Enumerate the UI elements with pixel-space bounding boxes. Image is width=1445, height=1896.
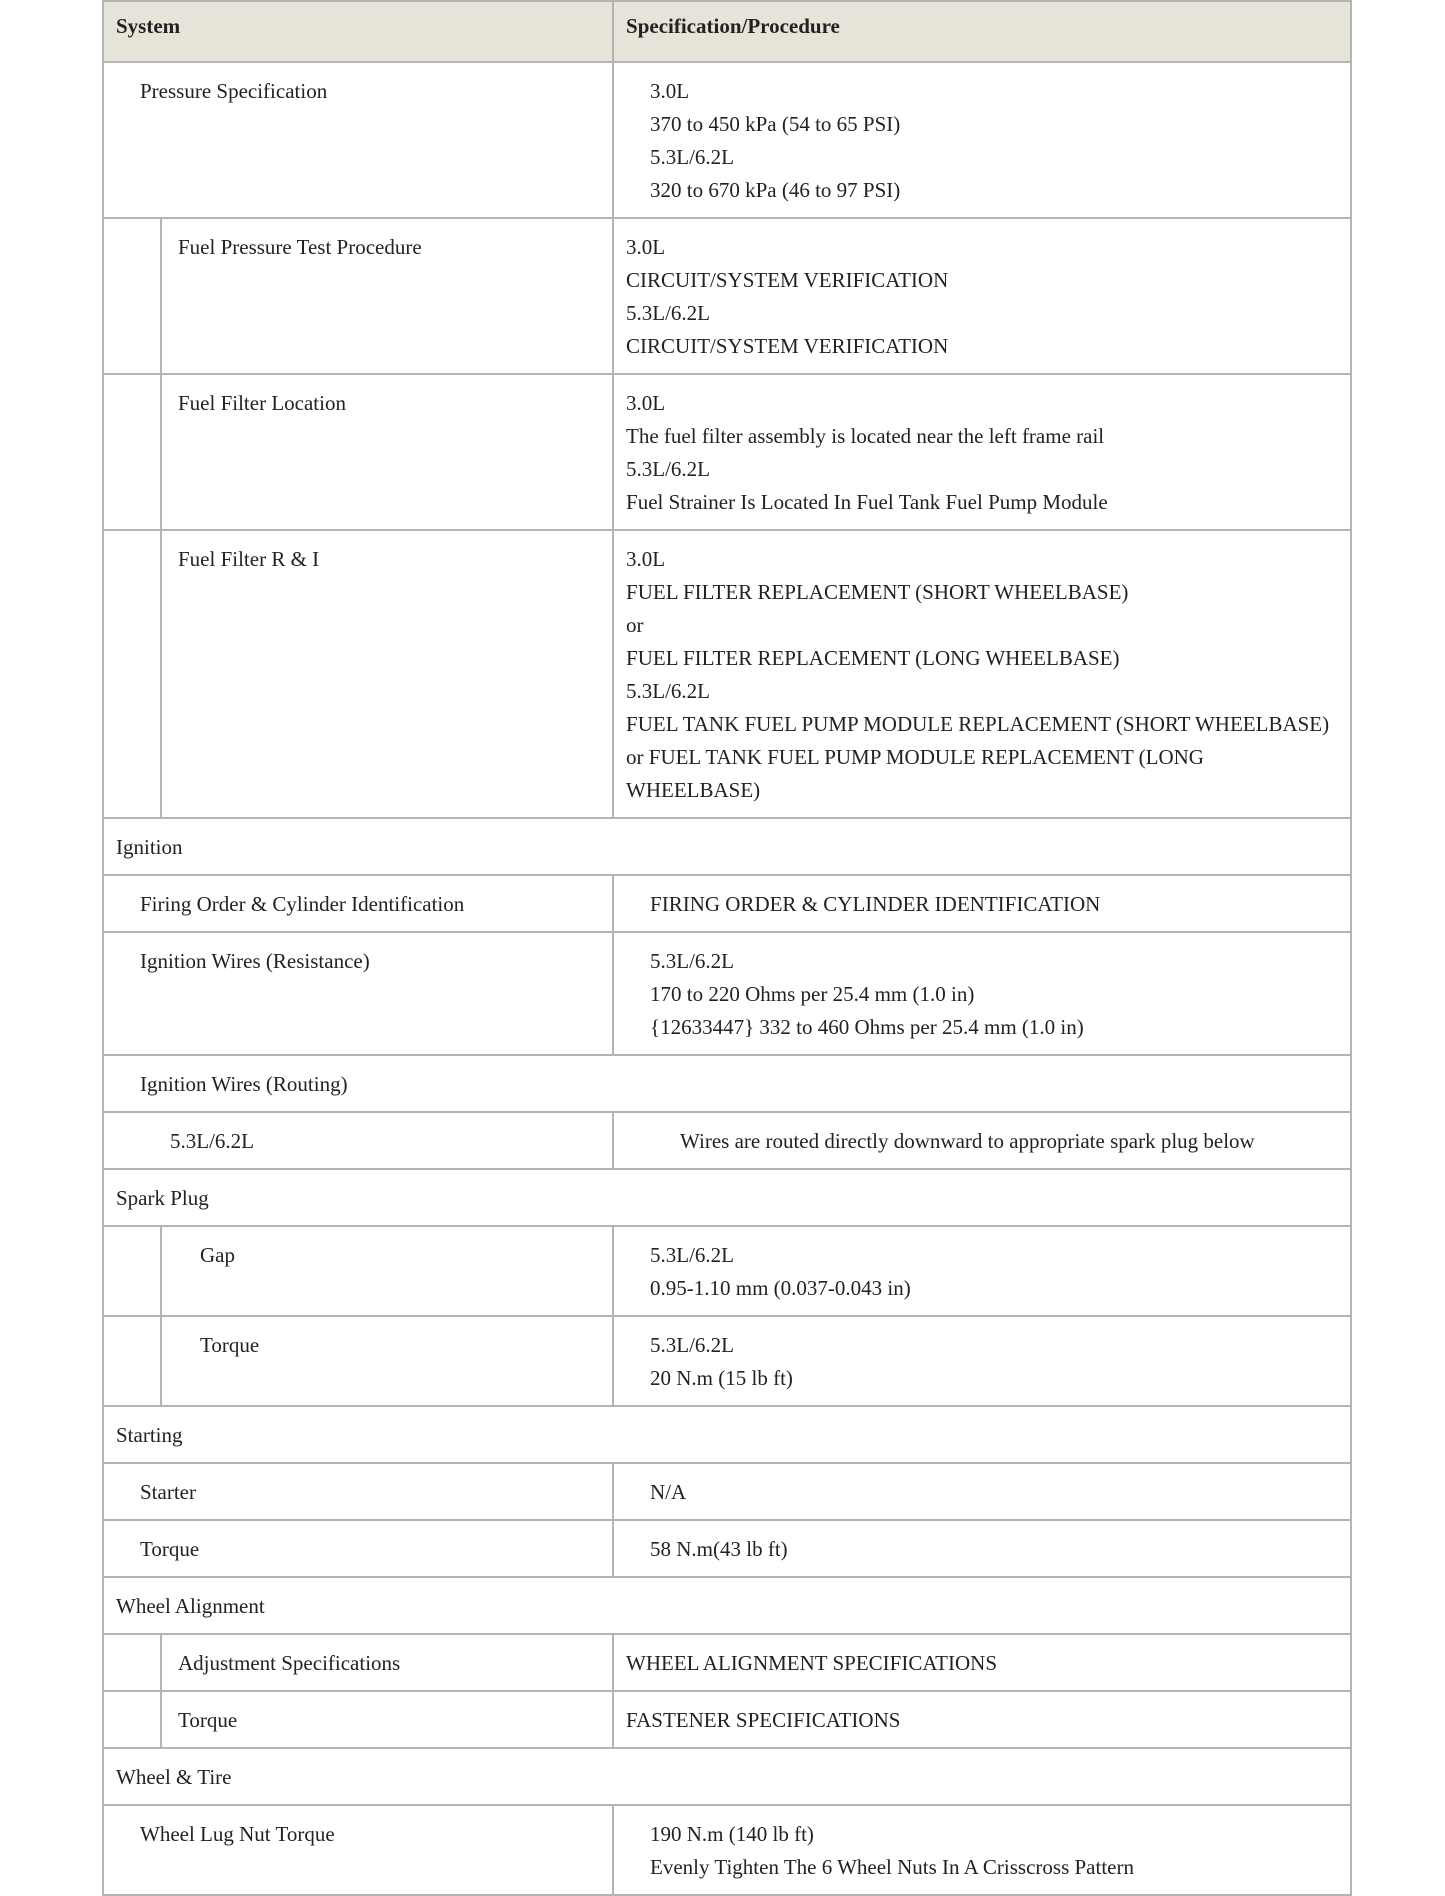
spec-cell <box>613 1463 1351 1520</box>
row-label: Firing Order & Cylinder Identification <box>140 892 465 916</box>
spec-cell <box>613 1226 1351 1316</box>
system-cell <box>103 1463 613 1520</box>
table-row <box>103 1112 1351 1169</box>
row-label: Torque <box>200 1333 260 1357</box>
table-row <box>103 875 1351 932</box>
spec-line: 320 to 670 kPa (46 to 97 PSI) <box>650 178 901 202</box>
spec-line: The fuel filter assembly is located near the left frame rail <box>626 424 1105 448</box>
section-row <box>103 1055 1351 1112</box>
system-cell <box>161 1226 613 1316</box>
section-label: Ignition <box>116 835 183 859</box>
spec-line: 3.0L <box>626 391 666 415</box>
table-row <box>103 1520 1351 1577</box>
table-row <box>103 1226 1351 1316</box>
spec-line: 5.3L/6.2L <box>650 1333 735 1357</box>
indent-cell <box>103 1316 161 1406</box>
section-row <box>103 1169 1351 1226</box>
system-cell <box>103 1520 613 1577</box>
spec-line: 5.3L/6.2L <box>626 457 711 481</box>
row-label: Ignition Wires (Resistance) <box>140 949 370 973</box>
system-cell <box>103 1112 613 1169</box>
spec-line: FUEL FILTER REPLACEMENT (LONG WHEELBASE) <box>626 646 1120 670</box>
spec-line: 170 to 220 Ohms per 25.4 mm (1.0 in) <box>650 982 975 1006</box>
system-cell <box>161 530 613 818</box>
indent-cell <box>103 1226 161 1316</box>
section-cell <box>103 1055 1351 1112</box>
spec-line: 5.3L/6.2L <box>626 679 711 703</box>
table-row <box>103 1634 1351 1691</box>
spec-cell <box>613 530 1351 818</box>
spec-line: FUEL FILTER REPLACEMENT (SHORT WHEELBASE) <box>626 580 1129 604</box>
table-row <box>103 932 1351 1055</box>
indent-cell <box>103 374 161 530</box>
spec-line: 20 N.m (15 lb ft) <box>650 1366 793 1390</box>
spec-cell <box>613 1634 1351 1691</box>
section-label: Spark Plug <box>116 1186 209 1210</box>
table-row <box>103 530 1351 818</box>
system-cell <box>161 374 613 530</box>
spec-cell <box>613 218 1351 374</box>
spec-cell <box>613 1805 1351 1895</box>
indent-cell <box>103 530 161 818</box>
header-system: System <box>103 1 613 62</box>
spec-cell <box>613 1691 1351 1748</box>
spec-line: CIRCUIT/SYSTEM VERIFICATION <box>626 268 949 292</box>
spec-cell <box>613 875 1351 932</box>
spec-cell <box>613 932 1351 1055</box>
system-cell <box>103 62 613 218</box>
section-cell <box>103 1577 1351 1634</box>
table-row <box>103 1691 1351 1748</box>
table-header-row <box>103 1 1351 62</box>
system-cell <box>161 218 613 374</box>
table-row <box>103 1805 1351 1895</box>
spec-line: N/A <box>650 1480 687 1504</box>
section-row <box>103 1406 1351 1463</box>
section-label: Wheel & Tire <box>116 1765 232 1789</box>
indent-cell <box>103 1691 161 1748</box>
specification-table <box>102 0 1352 1896</box>
spec-line: {12633447} 332 to 460 Ohms per 25.4 mm (1.0 in) <box>650 1015 1084 1039</box>
system-cell <box>103 932 613 1055</box>
section-row <box>103 1577 1351 1634</box>
header-specification: Specification/Procedure <box>613 1 1351 62</box>
section-row <box>103 1748 1351 1805</box>
system-cell <box>161 1634 613 1691</box>
spec-line: FUEL TANK FUEL PUMP MODULE REPLACEMENT (SHORT WHEELBASE) or FUEL TANK FUEL PUMP MODULE REPLACEMENT (LONG WHEELBASE) <box>626 712 1330 802</box>
spec-line: 3.0L <box>650 79 690 103</box>
spec-cell <box>613 1112 1351 1169</box>
row-label: Gap <box>200 1243 235 1267</box>
spec-line: Wires are routed directly downward to appropriate spark plug below <box>680 1129 1255 1153</box>
row-label: Wheel Lug Nut Torque <box>140 1822 335 1846</box>
indent-cell <box>103 218 161 374</box>
section-label: Ignition Wires (Routing) <box>140 1072 348 1096</box>
row-label: Fuel Filter Location <box>178 391 346 415</box>
spec-cell <box>613 1316 1351 1406</box>
spec-line: 5.3L/6.2L <box>650 145 735 169</box>
table-row <box>103 62 1351 218</box>
spec-line: FASTENER SPECIFICATIONS <box>626 1708 901 1732</box>
section-label: Wheel Alignment <box>116 1594 265 1618</box>
spec-cell <box>613 1520 1351 1577</box>
system-cell <box>161 1316 613 1406</box>
system-cell <box>103 875 613 932</box>
row-label: Fuel Filter R & I <box>178 547 320 571</box>
section-row <box>103 818 1351 875</box>
indent-cell <box>103 1634 161 1691</box>
spec-line: 190 N.m (140 lb ft) <box>650 1822 814 1846</box>
table-row <box>103 1316 1351 1406</box>
section-label: Starting <box>116 1423 183 1447</box>
spec-line: Fuel Strainer Is Located In Fuel Tank Fuel Pump Module <box>626 490 1108 514</box>
spec-line: 58 N.m(43 lb ft) <box>650 1537 788 1561</box>
system-cell <box>103 1805 613 1895</box>
table-row <box>103 218 1351 374</box>
row-label: Torque <box>140 1537 200 1561</box>
spec-line: 0.95-1.10 mm (0.037-0.043 in) <box>650 1276 911 1300</box>
table-row <box>103 1463 1351 1520</box>
table-row <box>103 374 1351 530</box>
spec-cell <box>613 62 1351 218</box>
spec-cell <box>613 374 1351 530</box>
row-label: Pressure Specification <box>140 79 328 103</box>
row-label: Adjustment Specifications <box>178 1651 401 1675</box>
section-cell <box>103 1169 1351 1226</box>
spec-line: FIRING ORDER & CYLINDER IDENTIFICATION <box>650 892 1101 916</box>
spec-line: 5.3L/6.2L <box>650 1243 735 1267</box>
row-label: Starter <box>140 1480 196 1504</box>
section-cell <box>103 1406 1351 1463</box>
spec-line: 5.3L/6.2L <box>626 301 711 325</box>
system-cell <box>161 1691 613 1748</box>
section-cell <box>103 1748 1351 1805</box>
spec-line: Evenly Tighten The 6 Wheel Nuts In A Crisscross Pattern <box>650 1855 1134 1879</box>
spec-line: 3.0L <box>626 235 666 259</box>
section-cell <box>103 818 1351 875</box>
row-label: Torque <box>178 1708 238 1732</box>
spec-line: 3.0L <box>626 547 666 571</box>
spec-line: or <box>626 613 644 637</box>
spec-line: 370 to 450 kPa (54 to 65 PSI) <box>650 112 901 136</box>
spec-line: CIRCUIT/SYSTEM VERIFICATION <box>626 334 949 358</box>
row-label: 5.3L/6.2L <box>170 1129 254 1153</box>
row-label: Fuel Pressure Test Procedure <box>178 235 422 259</box>
spec-line: 5.3L/6.2L <box>650 949 735 973</box>
spec-line: WHEEL ALIGNMENT SPECIFICATIONS <box>626 1651 998 1675</box>
